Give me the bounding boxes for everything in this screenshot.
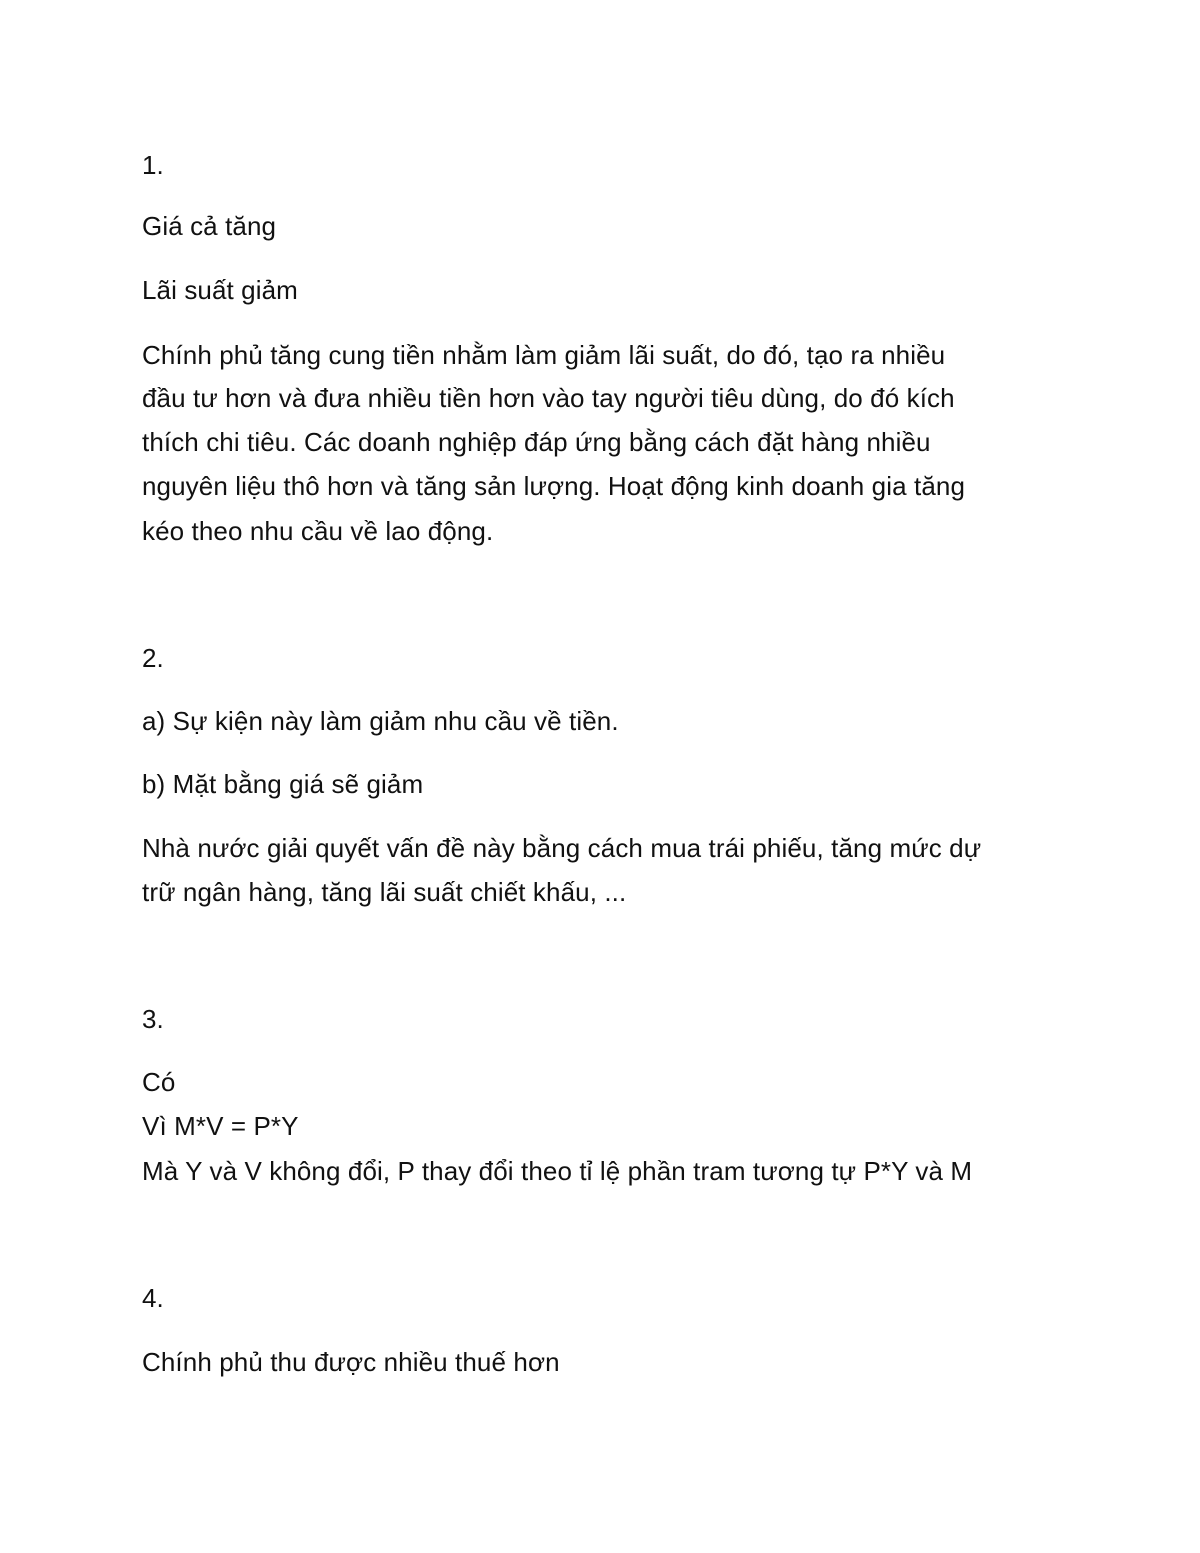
q4-number: 4. (142, 1283, 164, 1313)
q3-number: 3. (142, 1004, 164, 1034)
q1-interest-fall: Lãi suất giảm (142, 275, 298, 305)
q1-paragraph-line: thích chi tiêu. Các doanh nghiệp đáp ứng bằng cách đặt hàng nhiều (142, 427, 931, 457)
q2-number: 2. (142, 643, 164, 673)
q2-paragraph-line: trữ ngân hàng, tăng lãi suất chiết khấu, ... (142, 877, 627, 907)
q3-line: Vì M*V = P*Y (142, 1111, 299, 1141)
q2-answer-b: b) Mặt bằng giá sẽ giảm (142, 769, 424, 799)
q1-price-rise: Giá cả tăng (142, 211, 277, 241)
q1-paragraph-line: kéo theo nhu cầu về lao động. (142, 516, 494, 546)
q1-number: 1. (142, 150, 164, 180)
q3-line: Mà Y và V không đổi, P thay đổi theo tỉ lệ phần tram tương tự P*Y và M (142, 1156, 973, 1186)
q1-paragraph-line: nguyên liệu thô hơn và tăng sản lượng. Hoạt động kinh doanh gia tăng (142, 471, 966, 501)
q2-paragraph-line: Nhà nước giải quyết vấn đề này bằng cách mua trái phiếu, tăng mức dự (142, 833, 982, 863)
q1-paragraph-line: đầu tư hơn và đưa nhiều tiền hơn vào tay người tiêu dùng, do đó kích (142, 383, 955, 413)
q4-answer: Chính phủ thu được nhiều thuế hơn (142, 1347, 560, 1377)
q3-line: Có (142, 1067, 176, 1097)
q2-answer-a: a) Sự kiện này làm giảm nhu cầu về tiền. (142, 706, 619, 736)
q1-paragraph-line: Chính phủ tăng cung tiền nhằm làm giảm lãi suất, do đó, tạo ra nhiều (142, 340, 946, 370)
